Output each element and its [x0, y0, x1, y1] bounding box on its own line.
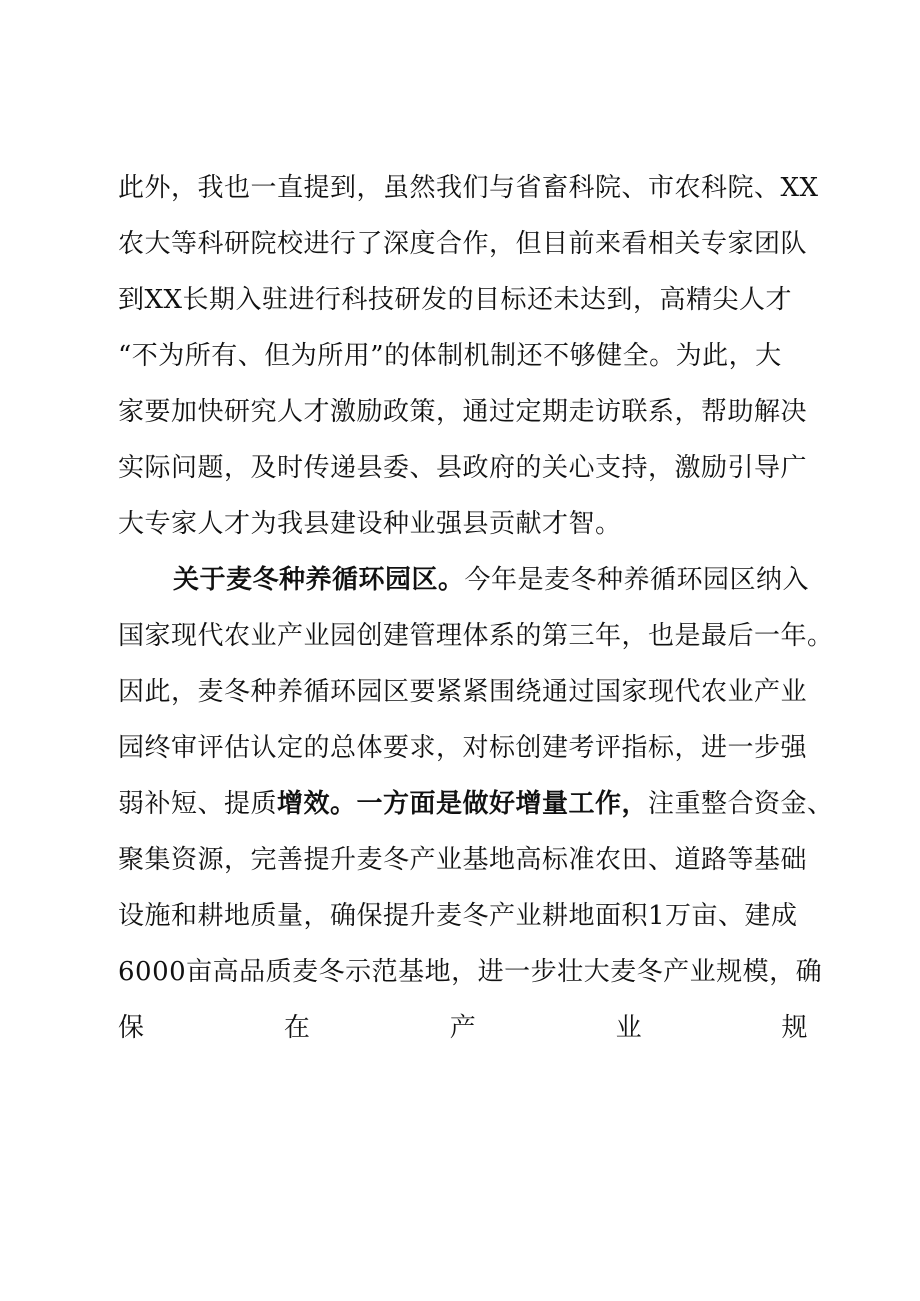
text-line: 到XX长期入驻进行科技研发的目标还未达到，高精尖人才	[118, 285, 793, 315]
section-heading: 关于麦冬种养循环园区。	[173, 565, 465, 595]
text-char: 在	[283, 1013, 311, 1043]
text-segment: 注重整合资金、	[648, 789, 834, 819]
text-segment: 今年是麦冬种养循环园区纳入	[464, 565, 810, 595]
text-line: 设施和耕地质量，确保提升麦冬产业耕地面积1万亩、建成	[118, 901, 798, 931]
text-char: 保	[118, 1013, 145, 1043]
text-line: 农大等科研院校进行了深度合作，但目前来看相关专家团队	[118, 229, 808, 259]
text-segment: 弱补短、提质	[118, 789, 278, 819]
text-line: “不为所有、但为所用”的体制机制还不够健全。为此，大	[118, 341, 782, 371]
text-char: 产	[449, 1013, 477, 1043]
text-line: 6000亩高品质麦冬示范基地，进一步壮大麦冬产业规模，确	[118, 957, 823, 987]
text-line: 国家现代农业产业园创建管理体系的第三年，也是最后一年。	[118, 621, 834, 651]
paragraph-talent	[118, 160, 819, 552]
text-line	[118, 552, 808, 608]
text-char: 业	[615, 1013, 643, 1043]
text-char: 规	[781, 1013, 808, 1043]
emphasis-text: 增效。一方面是做好增量工作，	[277, 789, 649, 819]
text-line-justified	[118, 1000, 808, 1056]
text-line: 园终审评估认定的总体要求，对标创建考评指标，进一步强	[118, 733, 808, 763]
text-line: 大专家人才为我县建设种业强县贡献才智。	[118, 509, 622, 539]
document-body	[118, 160, 834, 1056]
paragraph-maidong-park	[118, 552, 834, 1056]
text-line: 家要加快研究人才激励政策，通过定期走访联系，帮助解决	[118, 397, 808, 427]
text-line: 聚集资源，完善提升麦冬产业基地高标准农田、道路等基础	[118, 845, 808, 875]
text-line: 此外，我也一直提到，虽然我们与省畜科院、市农科院、XX	[118, 173, 819, 203]
text-line: 因此，麦冬种养循环园区要紧紧围绕通过国家现代农业产业	[118, 677, 808, 707]
text-line	[118, 776, 834, 832]
text-line: 实际问题，及时传递县委、县政府的关心支持，激励引导广	[118, 453, 808, 483]
